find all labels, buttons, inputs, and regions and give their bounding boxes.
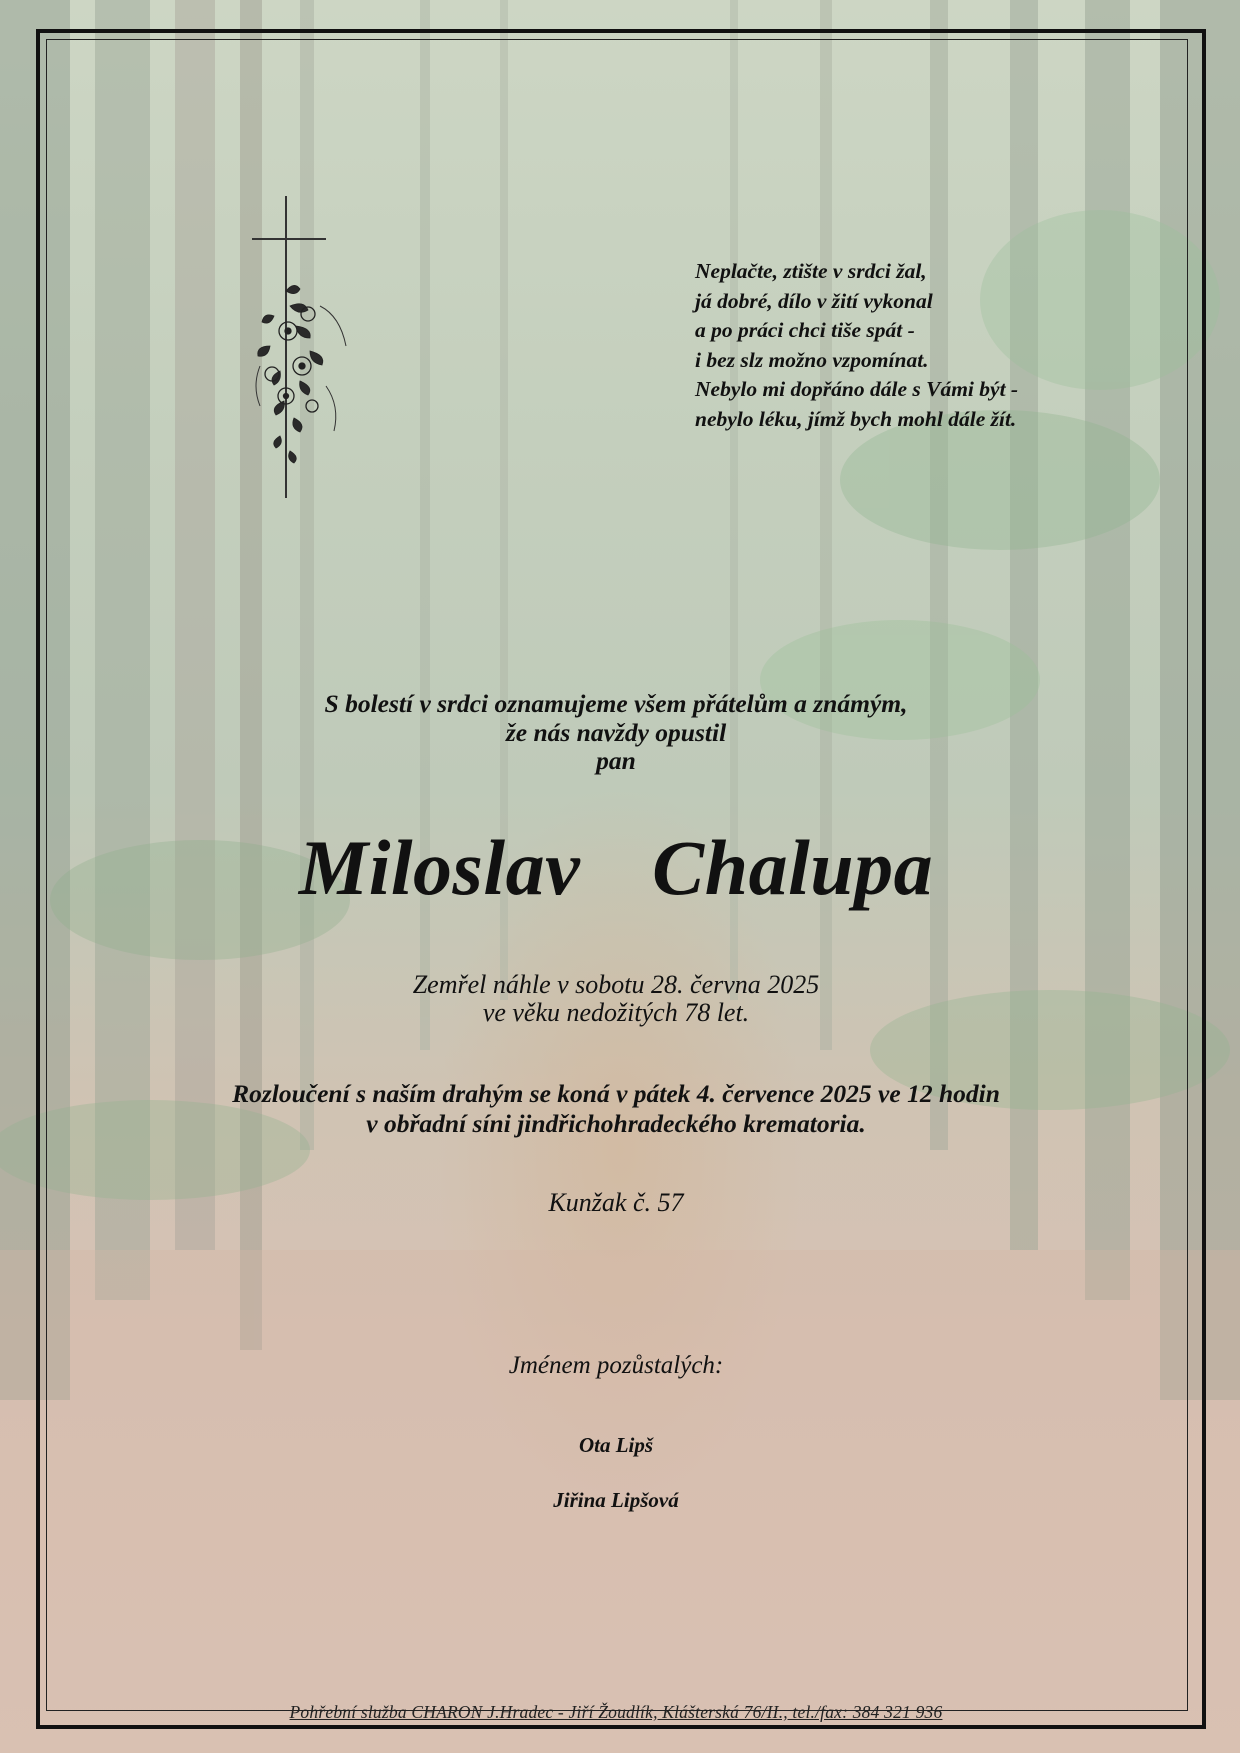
poem-line: i bez slz možno vzpomínat.: [695, 347, 929, 372]
poem-line: Neplačte, ztište v srdci žal,: [695, 259, 927, 283]
funeral-service-footer: Pohřební služba CHARON J.Hradec - Jiří Žoudlík, Klášterská 76/II., tel./fax: 384 321 936: [289, 1702, 943, 1722]
announcement-line: že nás navždy opustil: [505, 717, 727, 747]
announcement: [46, 690, 1186, 776]
death-info-line: Zemřel náhle v sobotu 28. června 2025: [412, 970, 820, 999]
announcement-line: S bolestí v srdci oznamujeme všem přátelům a známým,: [324, 689, 908, 718]
survivor-name: Jiřina Lipšová: [553, 1488, 679, 1512]
poem-line: a po práci chci tiše spát -: [695, 318, 915, 342]
cross-with-flowers-icon: [250, 196, 365, 500]
farewell-line: v obřadní síni jindřichohradeckého krematoria.: [366, 1109, 866, 1138]
death-info: [46, 971, 1186, 1027]
announcement-line: pan: [596, 746, 636, 775]
poem-line: Nebylo mi dopřáno dále s Vámi být -: [695, 377, 1019, 401]
farewell-info: [46, 1079, 1186, 1139]
on-behalf-label: Jménem pozůstalých:: [508, 1352, 724, 1379]
farewell-line: Rozloučení s naším drahým se koná v pátek 4. července 2025 ve 12 hodin: [232, 1079, 1000, 1108]
poem-line: já dobré, dílo v žití vykonal: [695, 288, 933, 313]
poem: [695, 257, 1125, 434]
deceased-name: Miloslav Chalupa: [298, 824, 934, 911]
poem-line: nebylo léku, jímž bych mohl dále žít.: [695, 406, 1017, 431]
survivor-name: Ota Lipš: [578, 1433, 654, 1457]
death-info-line: ve věku nedožitých 78 let.: [482, 998, 750, 1027]
address: Kunžak č. 57: [548, 1188, 684, 1217]
